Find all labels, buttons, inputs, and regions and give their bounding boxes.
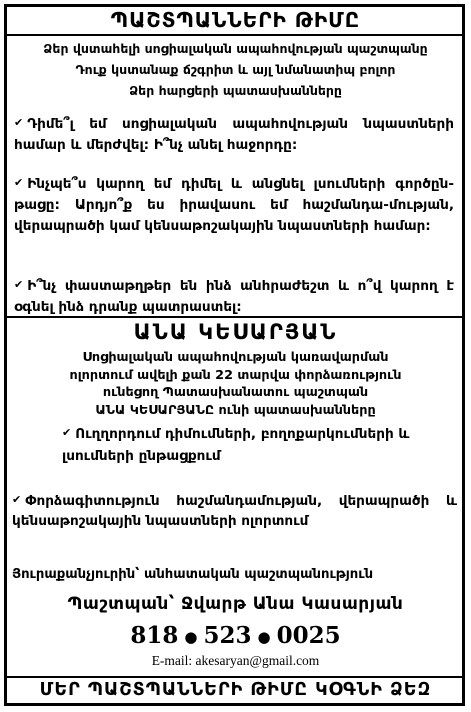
bio-line: ունեցող Պատասխանատու պաշտպան (102, 385, 369, 400)
phone-part: 818 (130, 622, 179, 649)
bio-line: ԱՆԱ ԿԵՍԱՐՅԱՆԸ ունի պատասխանները (95, 402, 376, 418)
agent-name: ԱՆԱ ԿԵՍԱՐՅԱՆ (133, 320, 338, 344)
phone-number[interactable] (0, 622, 471, 649)
service-item (12, 567, 457, 582)
service-item (12, 490, 457, 531)
intro-line: Ձեր հարցերի պատասխանները (129, 83, 342, 98)
checkmark-icon: ✔ (14, 176, 24, 189)
service-text: Փորձագիտություն հաշմանդամության, վերապրածի և կենսաթոշակային նպաստների ոլորտում (12, 493, 457, 529)
service-text: Յուրաքանչյուրին՝ անհատական պաշտպանություն (12, 567, 374, 582)
phone-part: 523 (203, 622, 252, 649)
agent-bio (0, 349, 471, 419)
email-link[interactable]: E-mail: akesaryan@gmail.com (151, 653, 320, 668)
checkmark-icon: ✔ (12, 493, 22, 506)
bullet-dot-icon: ● (184, 628, 198, 646)
checkmark-icon: ✔ (62, 426, 72, 439)
bio-line: ոլորտում ավելի քան 22 տարվա փորձառություն (69, 367, 402, 383)
section-divider (7, 316, 464, 318)
header-title: ՊԱՇՏՊԱՆՆԵՐԻ ԹԻՄԸ (110, 8, 361, 32)
phone-part: 0025 (276, 622, 341, 649)
header-divider (7, 34, 464, 36)
question-item (14, 112, 454, 156)
checkmark-icon: ✔ (14, 278, 24, 291)
bullet-dot-icon: ● (257, 628, 271, 646)
question-text: Դիմե՞լ եմ սոցիալական ապահովության նպաստների համար և մերժվել: Ի՞նչ անել հաջորդը: (14, 116, 454, 153)
question-item (14, 172, 454, 237)
service-text: Ուղղորդում դիմումների, բողոքարկումների և լսումների ընթացքում (62, 426, 410, 464)
question-text: Ի՞նչ փաստաթղթեր են ինձ անհրաժեշտ և ո՞վ կարող է օգնել ինձ դրանք պատրաստել: (14, 278, 454, 315)
contact-name: Պաշտպան՝ Ջվարթ Անա Կասարյան (67, 594, 404, 614)
service-item (62, 422, 432, 467)
question-text: Ինչպե՞ս կարող եմ դիմել և անցնել լսումների գործըն-թացը: Արդյո՞ք ես իրավասու եմ հաշմանդա-մության, վերապրածի կամ կենսաթոշակային նպաստների համար: (14, 176, 454, 234)
footer-divider (7, 676, 464, 678)
footer-slogan: ՄԵՐ ՊԱՇՏՊԱՆՆԵՐԻ ԹԻՄԸ ԿՕԳՆԻ ՁԵԶ (39, 680, 432, 700)
intro-line: Դուք կստանաք ճշգրիտ և այլ նմանատիպ բոլոր (75, 62, 396, 77)
checkmark-icon: ✔ (14, 116, 24, 129)
intro-line: Ձեր վստահելի սոցիալական ապահովության պաշտպանը (43, 41, 428, 56)
question-item (14, 274, 454, 318)
bio-line: Սոցիալական ապահովության կառավարման (82, 350, 389, 365)
intro-block (0, 38, 471, 101)
